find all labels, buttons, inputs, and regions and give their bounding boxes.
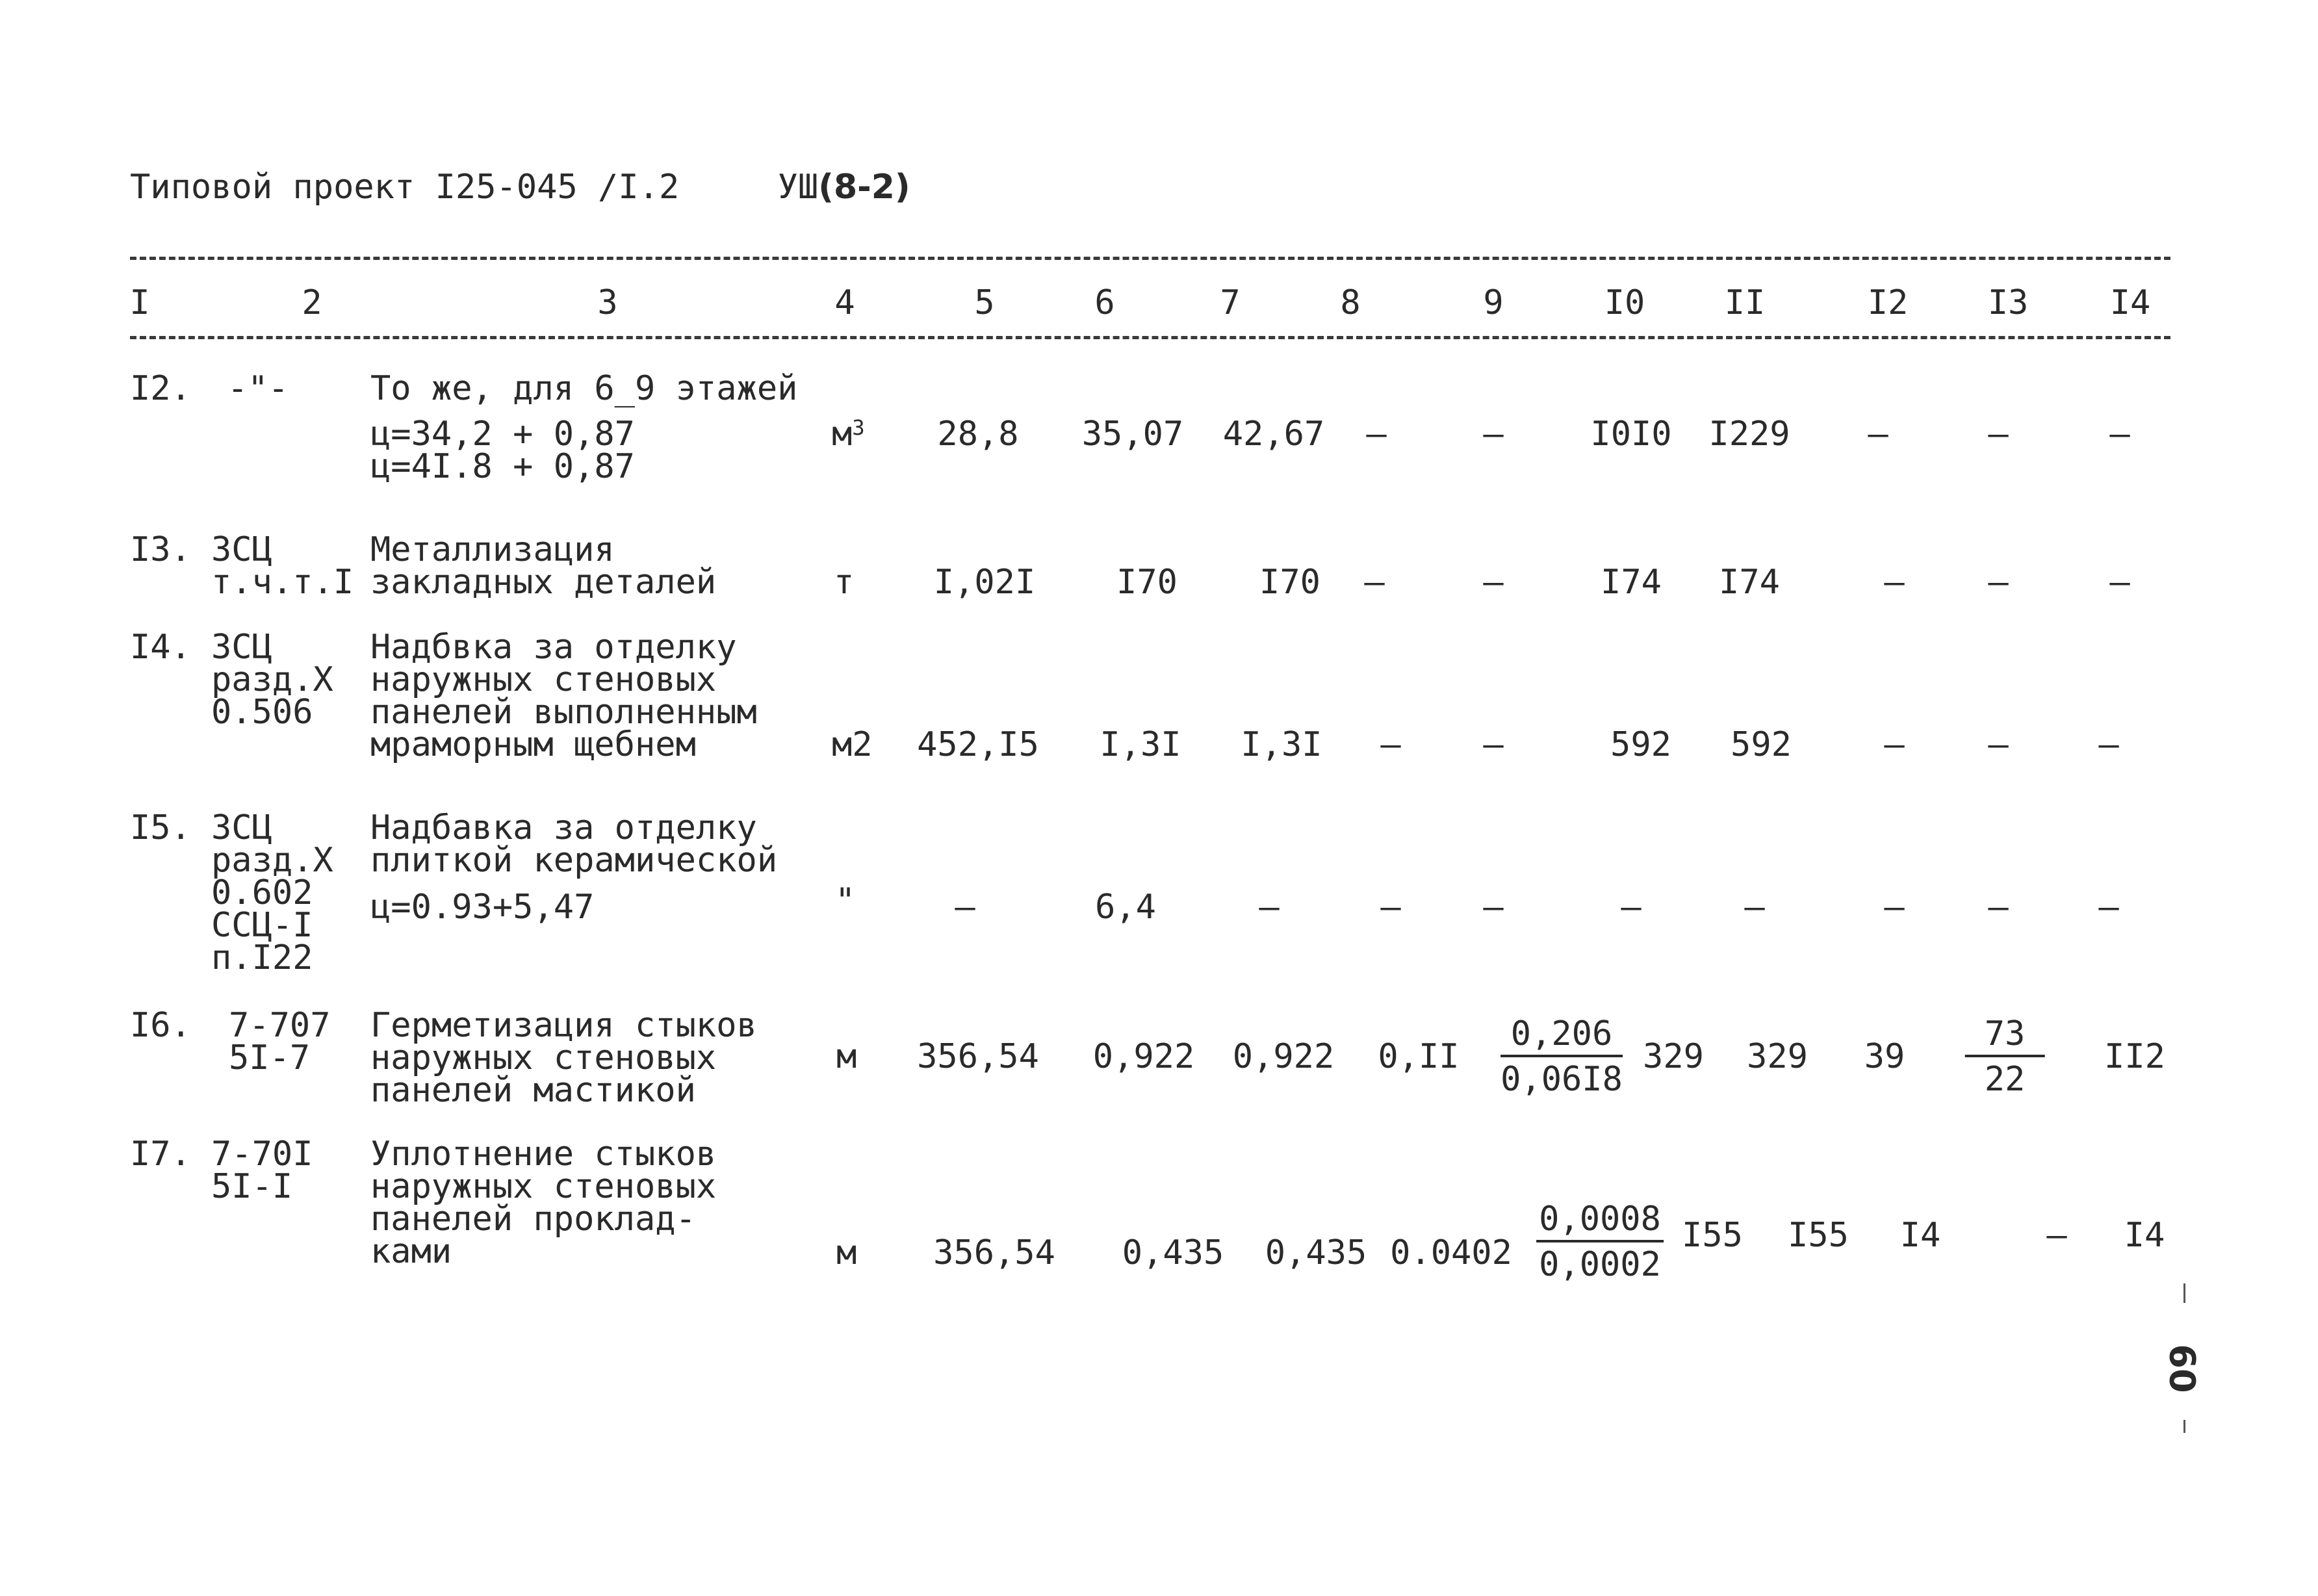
cell-col8: – bbox=[1366, 415, 1387, 454]
col-header-8: 8 bbox=[1340, 283, 1361, 322]
row-reference: 5I-7 bbox=[229, 1038, 311, 1077]
cell-col12: I4 bbox=[1899, 1216, 1941, 1255]
row-reference: разд.Х bbox=[211, 660, 333, 699]
col-header-4: 4 bbox=[834, 283, 855, 322]
col-header-7: 7 bbox=[1220, 283, 1241, 322]
cell-col13: – bbox=[1988, 415, 2009, 454]
page-number-tick-top bbox=[2183, 1283, 2185, 1303]
cell-col5: 356,54 bbox=[933, 1233, 1055, 1272]
col-header-3: 3 bbox=[597, 283, 618, 322]
col-header-11: II bbox=[1724, 283, 1766, 322]
col-header-6: 6 bbox=[1094, 283, 1115, 322]
row-reference: 0.506 bbox=[211, 693, 313, 732]
cell-col7: 42,67 bbox=[1222, 415, 1325, 454]
cell-col12: – bbox=[1884, 888, 1905, 927]
cell-col11: 329 bbox=[1747, 1037, 1808, 1076]
row-reference: 0.602 bbox=[211, 873, 313, 912]
page-number-tick-bottom bbox=[2183, 1420, 2185, 1433]
cell-col14: – bbox=[2109, 415, 2130, 454]
cell-col13: – bbox=[1988, 888, 2009, 927]
cell-col13: – bbox=[1988, 725, 2009, 764]
cell-col7: 0,922 bbox=[1232, 1037, 1335, 1076]
row-description: Надбавка за отделку bbox=[370, 808, 757, 847]
row-description: закладных деталей bbox=[370, 563, 717, 602]
col-header-5: 5 bbox=[974, 283, 995, 322]
cell-col8: – bbox=[1364, 563, 1385, 602]
row-description: мраморным щебнем bbox=[370, 725, 696, 764]
cell-col5: 356,54 bbox=[917, 1037, 1039, 1076]
cell-col11: I74 bbox=[1719, 563, 1780, 602]
cell-col7: I,3I bbox=[1241, 725, 1322, 764]
project-title-text: Типовой проект I25-045 /I.2 bbox=[130, 168, 680, 207]
row-description: наружных стеновых bbox=[370, 1038, 717, 1077]
col-header-13: I3 bbox=[1987, 283, 2029, 322]
cell-col11: – bbox=[1744, 888, 1765, 927]
cell-col6: I,3I bbox=[1100, 725, 1181, 764]
cell-col8: 0,II bbox=[1378, 1037, 1460, 1076]
cell-col14: – bbox=[2098, 725, 2119, 764]
cell-col5: – bbox=[955, 888, 975, 927]
cell-col6: I70 bbox=[1116, 563, 1178, 602]
cell-col11: 592 bbox=[1731, 725, 1792, 764]
cell-col14: II2 bbox=[2104, 1037, 2165, 1076]
cell-col6: 0,922 bbox=[1092, 1037, 1195, 1076]
cell-col9: – bbox=[1483, 888, 1504, 927]
cell-col10: I0I0 bbox=[1590, 415, 1672, 454]
fraction-denominator: 22 bbox=[1984, 1060, 2026, 1099]
project-code-handwritten: (8-2) bbox=[818, 168, 910, 207]
fraction-numerator: 73 bbox=[1965, 1017, 2045, 1057]
row-description: панелей выполненным bbox=[370, 693, 757, 732]
row-number: I7. bbox=[130, 1135, 191, 1174]
row-reference: 7-707 bbox=[229, 1006, 331, 1045]
cell-col6: 0,435 bbox=[1122, 1233, 1224, 1272]
cell-col8: – bbox=[1380, 888, 1401, 927]
cell-col14: I4 bbox=[2124, 1216, 2165, 1255]
row-formula: ц=34,2 + 0,87 bbox=[370, 415, 635, 454]
cell-col14: – bbox=[2098, 888, 2119, 927]
cell-col5: I,02I bbox=[933, 563, 1036, 602]
fraction-denominator: 0,06I8 bbox=[1500, 1060, 1623, 1099]
cell-col12: – bbox=[1868, 415, 1888, 454]
cell-col9: – bbox=[1483, 563, 1504, 602]
row-description: плиткой керамической bbox=[370, 841, 778, 880]
row-reference: ССЦ-I bbox=[211, 906, 313, 945]
cell-col13: – bbox=[1988, 563, 2009, 602]
col-header-14: I4 bbox=[2109, 283, 2151, 322]
row-description: панелей мастикой bbox=[370, 1071, 696, 1110]
cell-col10: 592 bbox=[1610, 725, 1671, 764]
row-formula: ц=0.93+5,47 bbox=[370, 888, 595, 927]
row-reference: ЗСЦ bbox=[211, 530, 272, 569]
row-number: I5. bbox=[130, 808, 191, 847]
row-reference: 5I-I bbox=[211, 1167, 293, 1206]
cell-col9-fraction bbox=[1500, 1014, 1623, 1099]
col-header-10: I0 bbox=[1604, 283, 1645, 322]
cell-col5: 28,8 bbox=[937, 415, 1019, 454]
cell-col8: – bbox=[1380, 725, 1401, 764]
row-reference: -"- bbox=[227, 369, 289, 408]
row-reference: т.ч.т.I bbox=[211, 563, 354, 602]
col-header-2: 2 bbox=[302, 283, 322, 322]
cell-col12: 39 bbox=[1864, 1037, 1905, 1076]
cell-col6: 35,07 bbox=[1081, 415, 1184, 454]
cell-col10: I55 bbox=[1682, 1216, 1743, 1255]
fraction-numerator: 0,206 bbox=[1500, 1017, 1623, 1057]
project-code: УШ bbox=[777, 168, 819, 207]
page-number: 60 bbox=[2161, 1344, 2203, 1393]
cell-col10: – bbox=[1621, 888, 1642, 927]
row-reference: п.I22 bbox=[211, 938, 313, 977]
row-unit: " bbox=[835, 881, 856, 920]
cell-col6: 6,4 bbox=[1095, 888, 1156, 927]
cell-col13: – bbox=[2046, 1216, 2067, 1255]
cell-col8: 0.0402 bbox=[1390, 1233, 1512, 1272]
fraction-numerator: 0,0008 bbox=[1536, 1202, 1664, 1242]
fraction-denominator: 0,0002 bbox=[1539, 1245, 1661, 1284]
row-description: Металлизация bbox=[370, 530, 615, 569]
row-description: наружных стеновых bbox=[370, 660, 717, 699]
cell-col13-fraction bbox=[1965, 1014, 2045, 1099]
row-reference: 7-70I bbox=[211, 1135, 313, 1174]
row-reference: ЗСЦ bbox=[211, 628, 272, 667]
cell-col7: I70 bbox=[1259, 563, 1320, 602]
row-number: I6. bbox=[130, 1006, 191, 1045]
row-reference: ЗСЦ bbox=[211, 808, 272, 847]
table-top-rule bbox=[130, 257, 2170, 260]
row-unit: м bbox=[836, 1037, 857, 1076]
row-description: панелей проклад- bbox=[370, 1200, 696, 1239]
cell-col7: 0,435 bbox=[1265, 1233, 1367, 1272]
row-number: I4. bbox=[130, 628, 191, 667]
cell-col9: – bbox=[1483, 725, 1504, 764]
cell-col14: – bbox=[2109, 563, 2130, 602]
row-reference: разд.Х bbox=[211, 841, 333, 880]
row-unit: $м^3$ bbox=[832, 415, 865, 454]
col-header-9: 9 bbox=[1483, 283, 1504, 322]
cell-col10: I74 bbox=[1601, 563, 1662, 602]
row-description: наружных стеновых bbox=[370, 1167, 717, 1206]
row-description: То же, для 6_9 этажей bbox=[370, 369, 798, 408]
row-description: ками bbox=[370, 1232, 452, 1271]
cell-col9: – bbox=[1483, 415, 1504, 454]
row-number: I2. bbox=[130, 369, 191, 408]
row-unit: м2 bbox=[832, 725, 873, 764]
row-description: Уплотнение стыков bbox=[370, 1135, 717, 1174]
cell-col11: I55 bbox=[1788, 1216, 1849, 1255]
project-title bbox=[130, 168, 910, 207]
cell-col11: I229 bbox=[1708, 415, 1790, 454]
row-description: Герметизация стыков bbox=[370, 1006, 757, 1045]
row-unit: м bbox=[836, 1233, 857, 1272]
row-formula: ц=4I.8 + 0,87 bbox=[370, 447, 635, 486]
col-header-1: I bbox=[129, 283, 150, 322]
row-number: I3. bbox=[130, 530, 191, 569]
cell-col7: – bbox=[1259, 888, 1280, 927]
cell-col10: 329 bbox=[1643, 1037, 1704, 1076]
table-header-rule bbox=[130, 336, 2170, 339]
row-unit: т bbox=[834, 563, 855, 602]
row-description: Надбвка за отделку bbox=[370, 628, 737, 667]
cell-col5: 452,I5 bbox=[917, 725, 1039, 764]
cell-col12: – bbox=[1884, 725, 1905, 764]
col-header-12: I2 bbox=[1867, 283, 1909, 322]
cell-col12: – bbox=[1884, 563, 1905, 602]
cell-col9-fraction bbox=[1536, 1200, 1664, 1284]
